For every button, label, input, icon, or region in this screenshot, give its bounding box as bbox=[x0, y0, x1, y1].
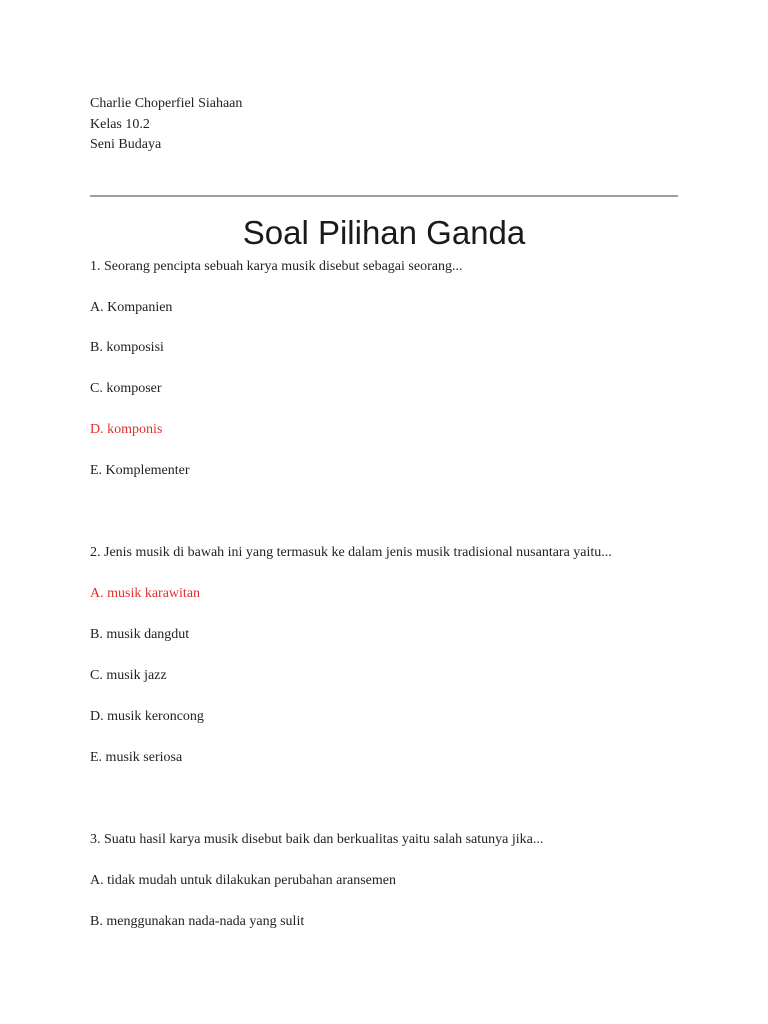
question-2-option-d: D. musik keroncong bbox=[90, 709, 204, 724]
student-name: Charlie Choperfiel Siahaan bbox=[90, 96, 243, 111]
question-3-text: 3. Suatu hasil karya musik disebut baik dan berkualitas yaitu salah satunya jika... bbox=[90, 832, 544, 847]
question-2-option-e: E. musik seriosa bbox=[90, 750, 183, 765]
question-2-option-b: B. musik dangdut bbox=[90, 627, 190, 642]
question-1-text: 1. Seorang pencipta sebuah karya musik disebut sebagai seorang... bbox=[90, 259, 463, 274]
question-1-option-a: A. Kompanien bbox=[90, 300, 173, 315]
question-3-option-a: A. tidak mudah untuk dilakukan perubahan aransemen bbox=[90, 873, 396, 888]
question-2-option-a-answer: A. musik karawitan bbox=[90, 586, 201, 601]
question-2-option-c: C. musik jazz bbox=[90, 668, 167, 683]
student-class: Kelas 10.2 bbox=[90, 116, 150, 132]
question-3-option-b: B. menggunakan nada-nada yang sulit bbox=[90, 914, 305, 929]
horizontal-divider bbox=[90, 195, 678, 197]
question-1-option-d-answer: D. komponis bbox=[90, 422, 163, 437]
student-info bbox=[90, 94, 242, 156]
question-1-option-c: C. komposer bbox=[90, 381, 162, 396]
subject-name: Seni Budaya bbox=[90, 137, 162, 152]
page-title: Soal Pilihan Ganda bbox=[242, 214, 526, 251]
question-1-option-b: B. komposisi bbox=[90, 340, 164, 355]
question-2-text: 2. Jenis musik di bawah ini yang termasuk ke dalam jenis musik tradisional nusantara yaitu... bbox=[90, 545, 612, 560]
question-1-option-e: E. Komplementer bbox=[90, 463, 190, 478]
